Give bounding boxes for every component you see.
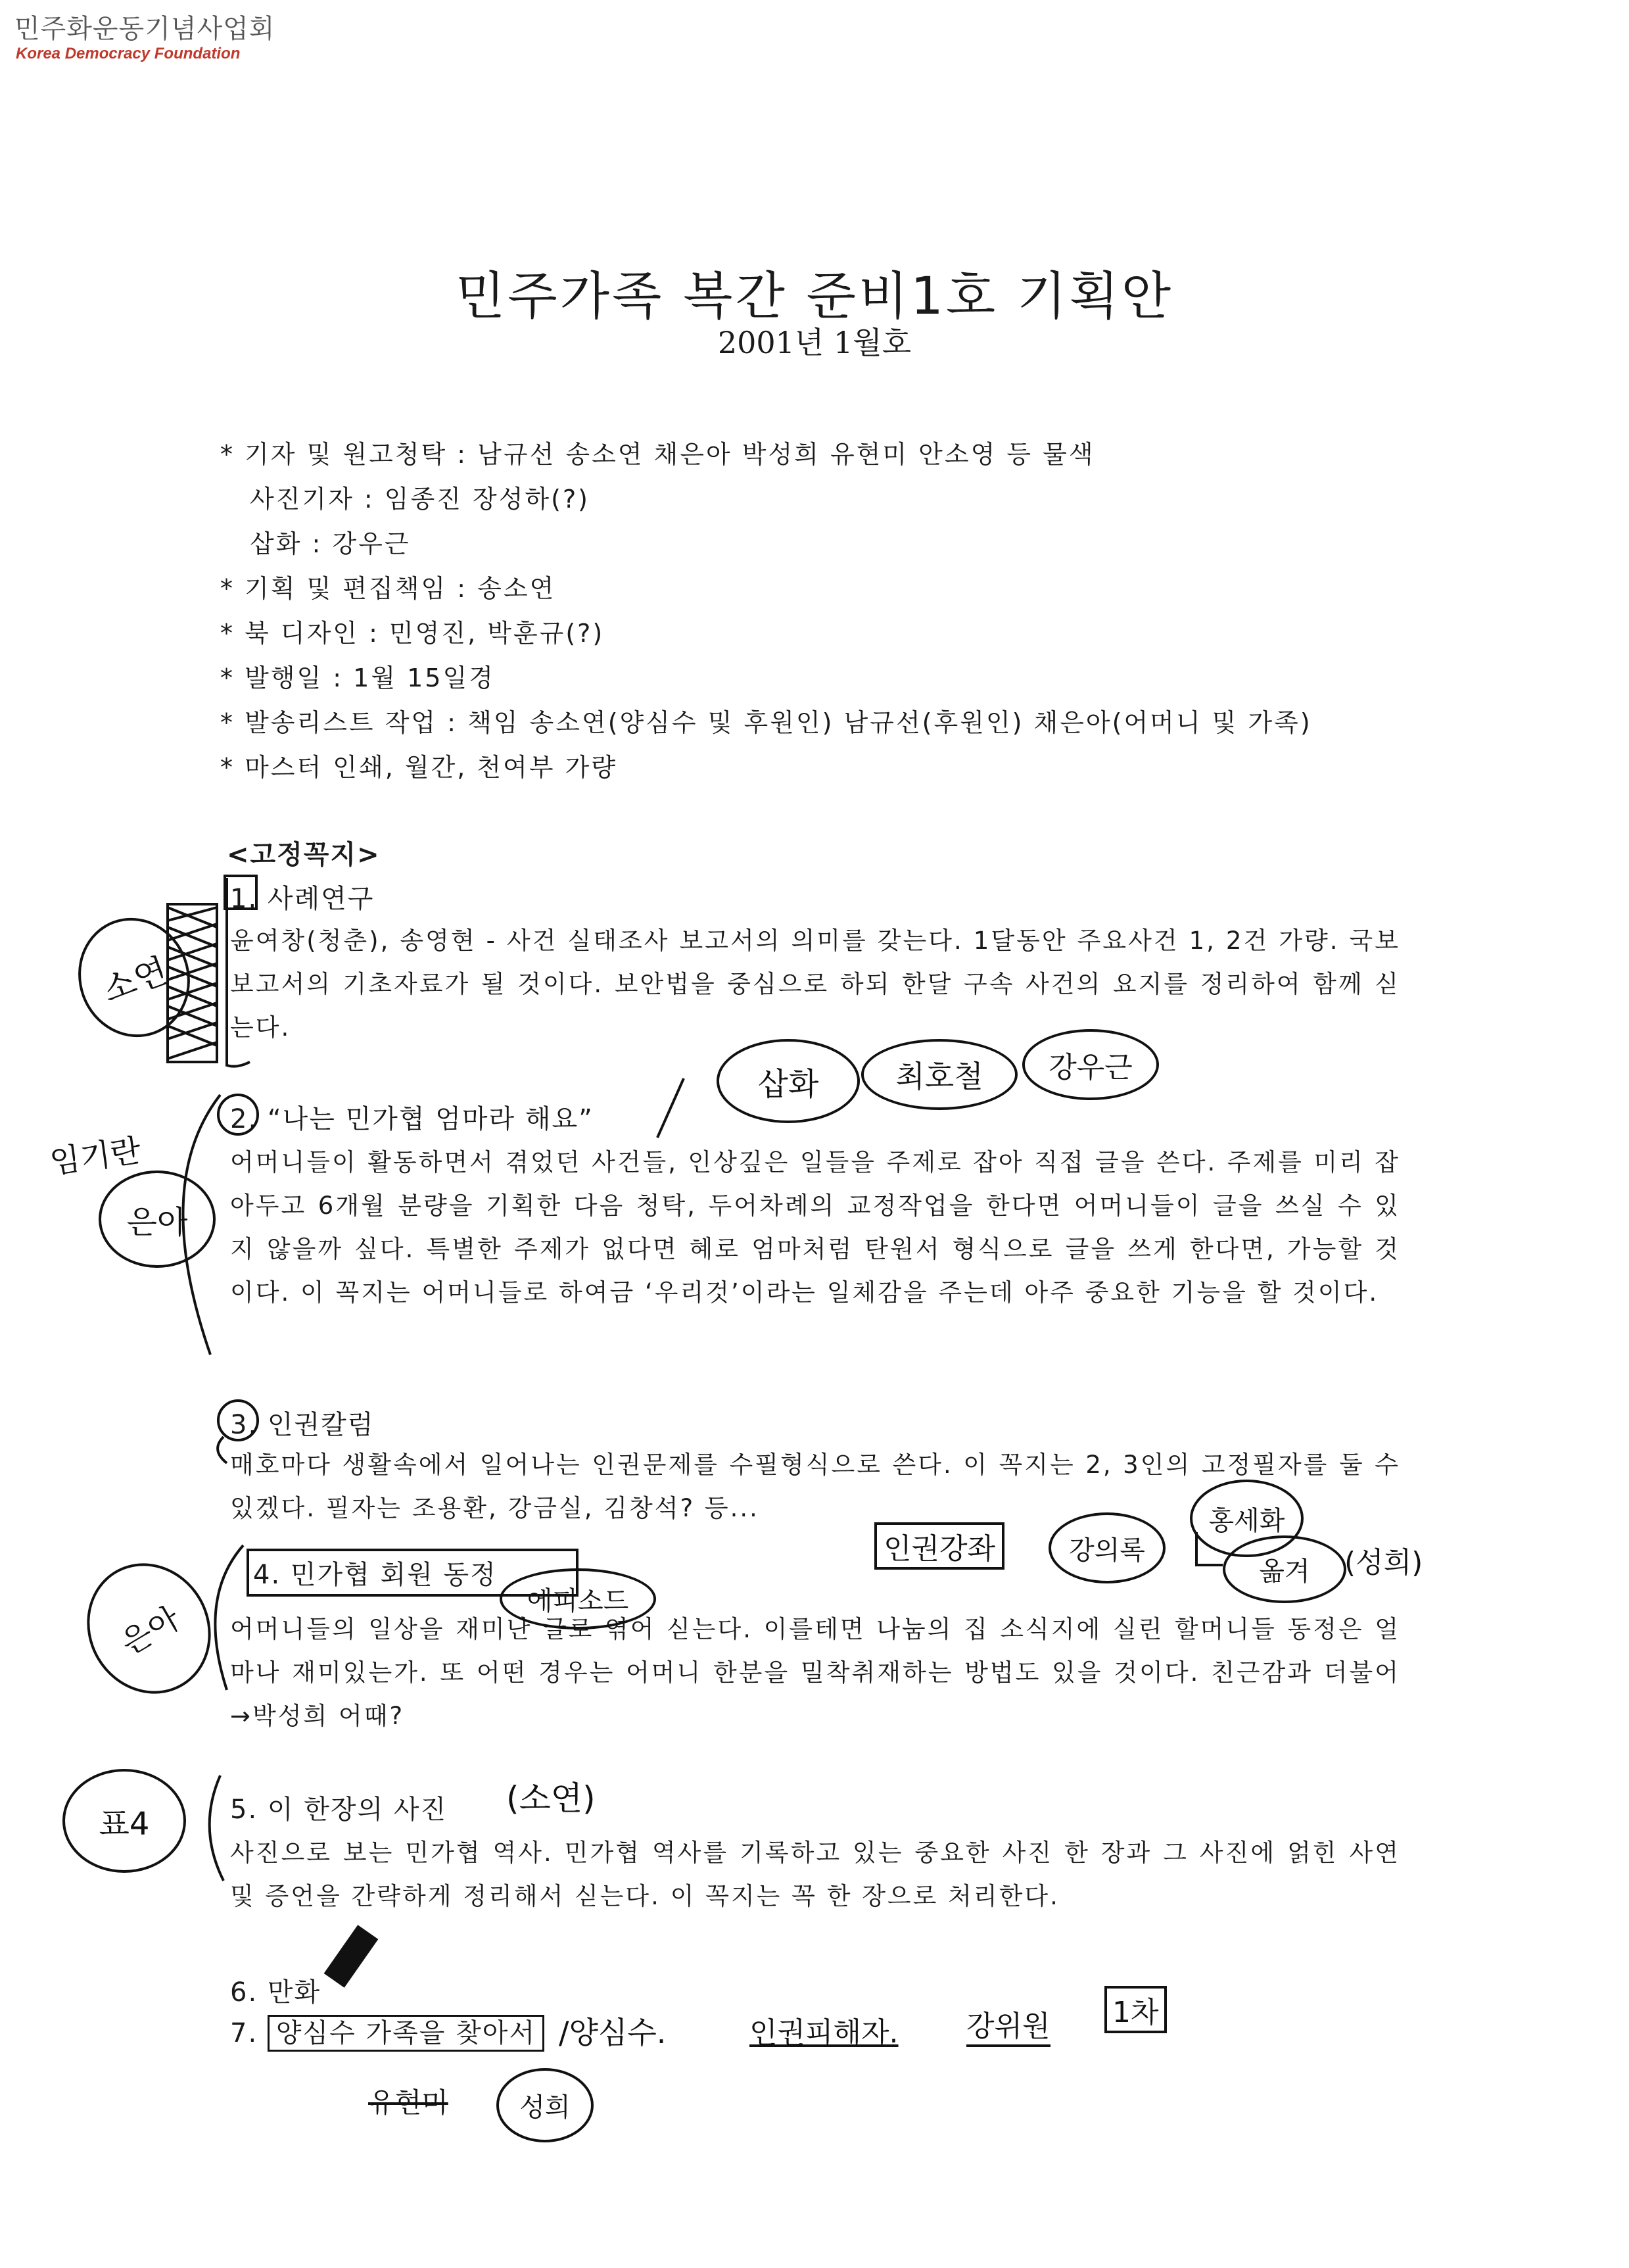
handwritten-note: 인권피해자. (749, 2016, 899, 2050)
info-line: 삽화 : 강우근 (250, 529, 411, 558)
handwritten-box (874, 1522, 1004, 1570)
handwritten-note: 최호철 (895, 1059, 983, 1094)
handwritten-circle (1022, 1029, 1159, 1100)
section-title: 만화 (267, 1977, 321, 2008)
section-5-heading (230, 1789, 447, 1826)
info-line: * 발송리스트 작업 : 책임 송소연(양심수 및 후원인) 남규선(후원인) 채은아(어머니 및 가족) (220, 708, 1312, 737)
section-2-heading (230, 1098, 594, 1136)
document-title: 민주가족 복간 준비1호 기획안 (455, 267, 1174, 326)
handwritten-note: 강의록 (1069, 1535, 1145, 1566)
section-title: 민가협 회원 동정 (290, 1560, 497, 1590)
handwritten-note: 소연 (97, 951, 174, 1011)
section-4-body: 어머니들의 일상을 재미난 글로 엮어 싣는다. 이를테면 나눔의 집 소식지에 실린 할머니들 동정은 얼마나 재미있는가. 또 어떤 경우는 어머니 한분을 밀착취재하는 방법도 있을 것이다. 친근감과 더불어 →박성희 어때? (230, 1615, 1400, 1730)
handwritten-note: 성희 (519, 2092, 571, 2123)
section-7-heading (230, 2012, 544, 2050)
logo-english: Korea Democracy Foundation (16, 45, 241, 62)
handwritten-note: (성희) (1344, 1546, 1423, 1580)
section-number: 5. (230, 1795, 258, 1825)
handwritten-circle (500, 1568, 656, 1629)
handwritten-note: 은아 (126, 1203, 188, 1241)
info-line: 사진기자 : 임종진 장성하(?) (250, 485, 590, 514)
handwritten-struck-note: 유현미 (368, 2087, 448, 2119)
info-line: * 기획 및 편집책임 : 송소연 (220, 574, 556, 603)
info-line: * 마스터 인쇄, 월간, 천여부 가량 (220, 753, 618, 782)
handwritten-note: (소연) (506, 1779, 596, 1818)
section-title: 이 한장의 사진 (267, 1795, 448, 1825)
section-number: 3. (230, 1410, 258, 1440)
section-number: 1. (230, 884, 258, 914)
margin-note-circle (62, 1769, 186, 1873)
document-subtitle: 2001년 1월호 (717, 325, 912, 360)
handwritten-note: 에피소드 (527, 1586, 629, 1616)
section-title: 양심수 가족을 찾아서 (268, 2015, 544, 2052)
section-6-heading (230, 1971, 321, 2009)
slash-mark (657, 1078, 684, 1138)
info-line: * 기자 및 원고청탁 : 남규선 송소연 채은아 박성희 유현미 안소영 등 물색 (220, 440, 1095, 469)
section-1-body: 윤여창(청춘), 송영현 - 사건 실태조사 보고서의 의미를 갖는다. 1달동안 주요사건 1, 2건 가량. 국보 보고서의 기초자료가 될 것이다. 보안법을 중심으로 하되 한달 구속 사건의 요지를 정리하여 함께 싣는다. (230, 927, 1400, 1042)
handwritten-box (1104, 1986, 1167, 2033)
handwritten-note: 삽화 (757, 1065, 819, 1103)
handwritten-note: 옮겨 (1259, 1556, 1310, 1587)
info-line: * 발행일 : 1월 15일경 (220, 664, 495, 692)
handwritten-note: 홍세화 (1208, 1505, 1285, 1536)
handwritten-circle (1223, 1535, 1346, 1603)
section-number: 6. (230, 1977, 258, 2008)
fixed-section-heading: <고정꼭지> (227, 840, 381, 870)
section-5-body: 사진으로 보는 민가협 역사. 민가협 역사를 기록하고 있는 중요한 사진 한 장과 그 사진에 얽힌 사연 및 증언을 간략하게 정리해서 싣는다. 이 꼭지는 꼭 한 장으로 처리한다. (230, 1839, 1400, 1910)
section-number: 4. (253, 1560, 281, 1590)
section-number: 7. (230, 2018, 258, 2048)
handwritten-note: 인권강좌 (884, 1532, 996, 1566)
handwritten-circle (861, 1039, 1018, 1110)
section-title: 인권칼럼 (267, 1410, 375, 1440)
section-title: 사례연구 (267, 884, 375, 914)
marker-blot (324, 1925, 379, 1988)
section-2-body: 어머니들이 활동하면서 겪었던 사건들, 인상깊은 일들을 주제로 잡아 직접 글을 쓴다. 주제를 미리 잡아두고 6개월 분량을 기획한 다음 청탁, 두어차례의 교정작업을 한다면 어머니들이 글을 쓰실 수 있지 않을까 싶다. 특별한 주제가 없다면 혜로 엄마처럼 탄원서 형식으로 글을 쓰게 한다면, 가능할 것이다. 이 꼭지는 어머니들로 하여금 ‘우리것’이라는 일체감을 주는데 아주 중요한 기능을 할 것이다. (230, 1148, 1400, 1307)
margin-note-circle (62, 902, 206, 1053)
section-number: 2. (230, 1104, 258, 1134)
handwritten-circle (717, 1039, 860, 1123)
margin-note-circle (64, 1541, 235, 1716)
handwritten-circle (496, 2068, 594, 2142)
margin-note-circle (99, 1170, 216, 1268)
info-line: * 북 디자인 : 민영진, 박훈규(?) (220, 619, 605, 648)
handwritten-note: 강위원 (966, 2002, 1051, 2047)
handwritten-note: 임기란 (47, 1132, 143, 1182)
handwritten-note: 표4 (99, 1805, 150, 1843)
section-title: “나는 민가협 엄마라 해요” (267, 1104, 594, 1134)
handwritten-circle (1049, 1512, 1166, 1583)
section-1-heading (230, 878, 374, 915)
handwritten-note: 은아 (114, 1599, 186, 1662)
handwritten-note: /양심수. (559, 2015, 667, 2050)
bracket-mark (218, 1437, 227, 1463)
logo-korean: 민주화운동기념사업회 (14, 14, 275, 44)
bracket-mark (210, 1775, 224, 1881)
section-3-body: 매호마다 생활속에서 일어나는 인권문제를 수필형식으로 쓴다. 이 꼭지는 2, 3인의 고정필자를 둘 수 있겠다. 필자는 조용환, 강금실, 김창석? 등... (230, 1451, 1400, 1522)
handwritten-note: 강우근 (1049, 1051, 1133, 1084)
section-3-heading (230, 1404, 374, 1441)
handwritten-note: 1차 (1112, 1996, 1159, 2029)
